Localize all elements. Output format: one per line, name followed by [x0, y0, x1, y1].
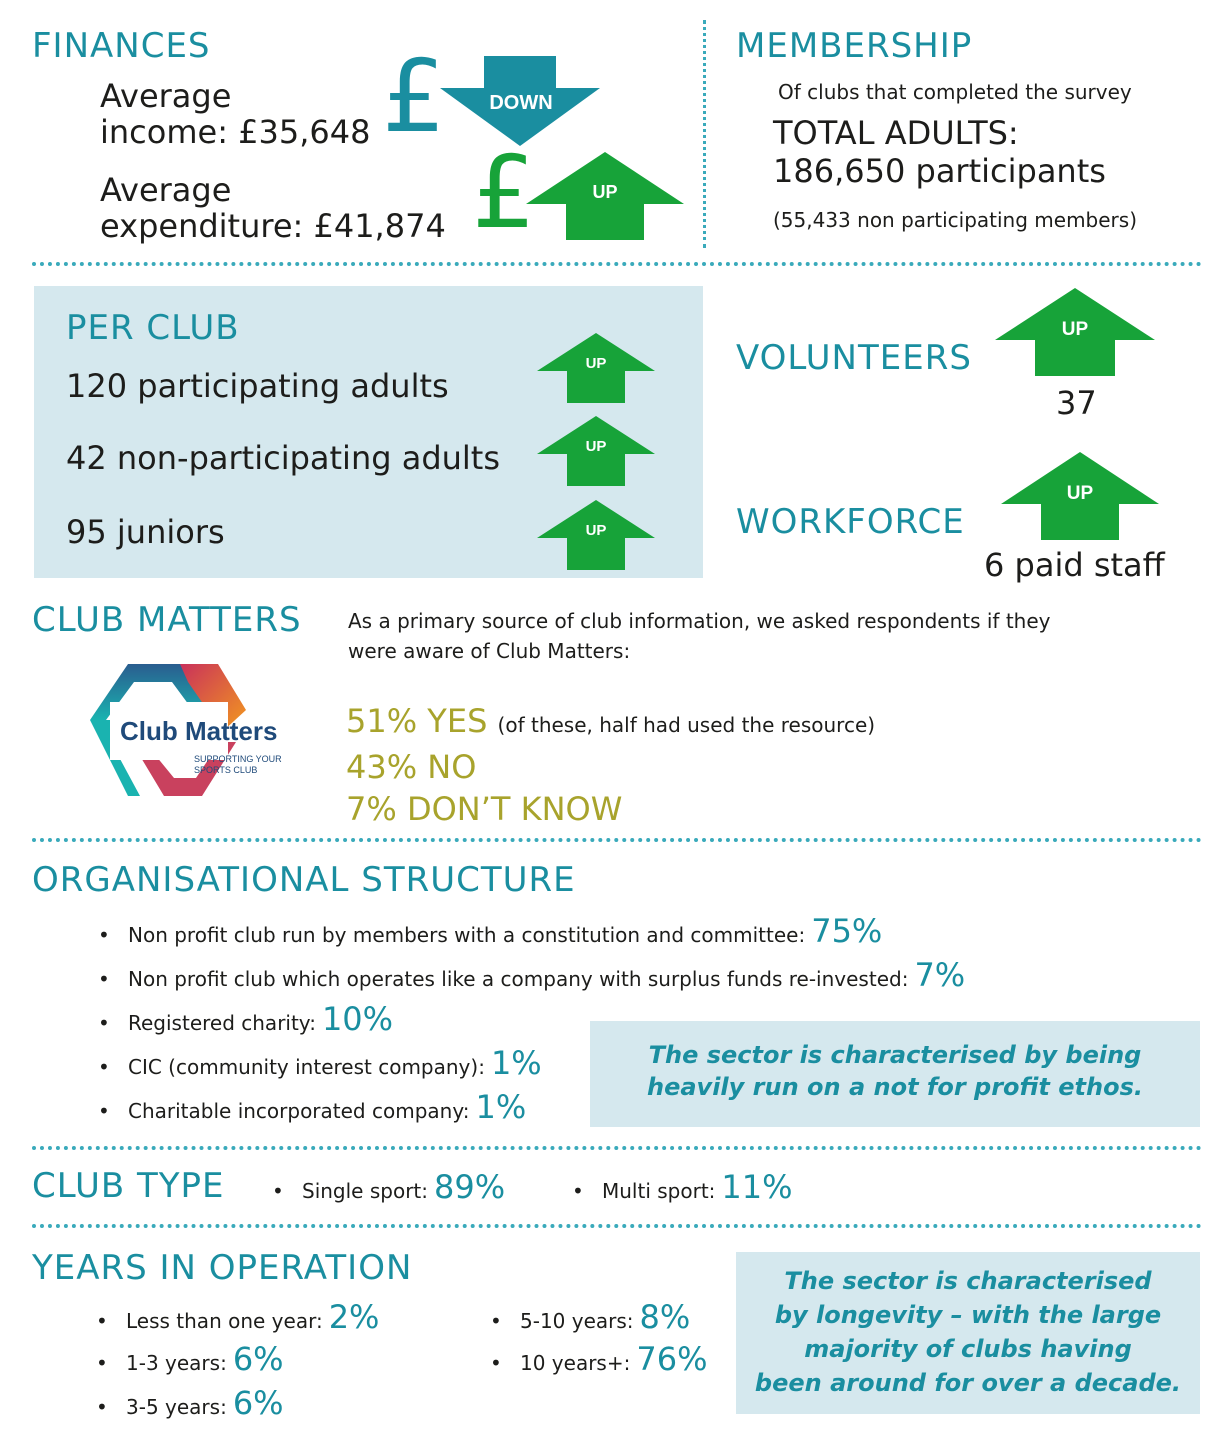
income-line-1: Average	[100, 77, 232, 115]
workforce-up-arrow	[1001, 452, 1159, 540]
club-type-item-2	[572, 1168, 793, 1206]
volunteers-trend: UP	[1061, 319, 1089, 340]
volunteers-up-arrow	[995, 288, 1155, 376]
result-yes	[346, 700, 875, 746]
membership-note: (55,433 non participating members)	[773, 208, 1138, 232]
org-item-3-label: Registered charity:	[128, 1011, 316, 1035]
years-quote-line-2: by longevity – with the large	[774, 1301, 1162, 1329]
logo-word-club: Club	[120, 716, 178, 746]
per-club-up-arrow-1	[537, 333, 655, 403]
org-item-4	[98, 1044, 542, 1082]
years-item-2-value: 6%	[232, 1340, 284, 1378]
years-item-2	[96, 1340, 284, 1378]
bullet-icon: •	[98, 923, 110, 947]
bullet-icon: •	[98, 1099, 110, 1123]
bullet-icon: •	[490, 1351, 502, 1375]
years-item-4-value: 8%	[639, 1298, 691, 1336]
finances-heading: FINANCES	[32, 26, 211, 66]
org-quote-line-2: heavily run on a not for profit ethos.	[647, 1073, 1143, 1101]
years-item-5	[490, 1340, 707, 1378]
down-label: DOWN	[489, 92, 553, 114]
per-club-item-1: 120 participating adults	[66, 367, 449, 405]
logo-word-matters: Matters	[185, 716, 278, 746]
years-quote-panel	[736, 1252, 1200, 1414]
club-type-item-2-value: 11%	[721, 1168, 793, 1206]
pound-icon: £	[382, 38, 446, 155]
pound-up-icon: £	[472, 134, 536, 251]
expenditure-line-2: expenditure: £41,874	[100, 207, 446, 245]
bullet-icon: •	[272, 1179, 284, 1203]
expenditure-label	[100, 172, 446, 244]
total-adults-label: TOTAL ADULTS:	[773, 114, 1019, 152]
org-item-5-label: Charitable incorporated company:	[128, 1099, 470, 1123]
org-item-4-label: CIC (community interest company):	[128, 1055, 485, 1079]
years-quote-line-1: The sector is characterised	[784, 1267, 1152, 1295]
logo-wordmark	[120, 716, 277, 747]
divider-3	[32, 1146, 1202, 1150]
club-matters-heading: CLUB MATTERS	[32, 600, 302, 640]
workforce-trend: UP	[1066, 483, 1094, 504]
bullet-icon: •	[96, 1309, 108, 1333]
result-yes-value: 51% YES	[346, 702, 488, 740]
per-club-item-3: 95 juniors	[66, 513, 225, 551]
club-matters-results	[346, 700, 875, 830]
club-matters-logo	[88, 660, 318, 802]
org-item-5-value: 1%	[475, 1088, 527, 1126]
logo-tag-1: SUPPORTING YOUR	[194, 754, 282, 764]
org-quote-panel	[590, 1021, 1200, 1127]
per-club-trend-2: UP	[585, 438, 607, 455]
org-item-3-value: 10%	[321, 1000, 394, 1038]
org-item-2	[98, 956, 965, 994]
org-item-2-label: Non profit club which operates like a company with surplus funds re-invested:	[128, 967, 909, 991]
per-club-trend-3: UP	[585, 522, 607, 539]
workforce-value: 6 paid staff	[984, 546, 1165, 584]
club-type-heading: CLUB TYPE	[32, 1166, 225, 1206]
years-item-1	[96, 1298, 379, 1336]
years-heading: YEARS IN OPERATION	[32, 1248, 413, 1288]
years-item-1-label: Less than one year:	[126, 1309, 323, 1333]
club-matters-question	[348, 606, 1050, 666]
years-item-3-value: 6%	[232, 1384, 284, 1422]
club-type-item-1	[272, 1168, 505, 1206]
org-quote	[590, 1021, 1200, 1103]
per-club-up-arrow-2	[537, 416, 655, 486]
vertical-divider	[703, 20, 706, 248]
years-item-5-label: 10 years+:	[520, 1351, 631, 1375]
years-item-3	[96, 1384, 284, 1422]
bullet-icon: •	[96, 1395, 108, 1419]
logo-tagline	[194, 754, 282, 776]
divider-2	[32, 838, 1202, 842]
org-item-2-value: 7%	[914, 956, 966, 994]
club-type-item-1-value: 89%	[434, 1168, 506, 1206]
bullet-icon: •	[98, 1055, 110, 1079]
membership-intro: Of clubs that completed the survey	[778, 80, 1132, 104]
per-club-up-arrow-3	[537, 500, 655, 570]
volunteers-heading: VOLUNTEERS	[736, 338, 972, 378]
per-club-trend-1: UP	[585, 355, 607, 372]
bullet-icon: •	[490, 1309, 502, 1333]
org-item-1	[98, 912, 882, 950]
workforce-heading: WORKFORCE	[736, 502, 965, 542]
expenditure-line-1: Average	[100, 171, 232, 209]
years-quote-line-3: majority of clubs having	[804, 1335, 1132, 1363]
years-item-4	[490, 1298, 690, 1336]
bullet-icon: •	[98, 967, 110, 991]
years-item-2-label: 1-3 years:	[126, 1351, 227, 1375]
income-line-2: income: £35,648	[100, 113, 371, 151]
bullet-icon: •	[96, 1351, 108, 1375]
membership-heading: MEMBERSHIP	[736, 26, 973, 66]
membership-total	[773, 114, 1106, 190]
bullet-icon: •	[98, 1011, 110, 1035]
years-item-5-value: 76%	[636, 1340, 708, 1378]
club-type-item-2-label: Multi sport:	[602, 1179, 716, 1203]
years-quote-line-4: been around for over a decade.	[754, 1369, 1182, 1397]
years-quote	[736, 1252, 1200, 1400]
total-adults-value: 186,650 participants	[773, 152, 1106, 190]
result-yes-note: (of these, half had used the resource)	[497, 713, 876, 737]
income-label	[100, 78, 370, 150]
logo-tag-2: SPORTS CLUB	[194, 765, 258, 775]
divider-1	[32, 262, 1202, 266]
org-item-4-value: 1%	[490, 1044, 542, 1082]
years-item-4-label: 5-10 years:	[520, 1309, 634, 1333]
club-type-item-1-label: Single sport:	[302, 1179, 428, 1203]
result-no: 43% NO	[346, 748, 477, 786]
org-item-1-label: Non profit club run by members with a constitution and committee:	[128, 923, 806, 947]
divider-4	[32, 1224, 1202, 1228]
org-quote-line-1: The sector is characterised by being	[648, 1041, 1142, 1069]
org-item-1-value: 75%	[811, 912, 883, 950]
question-line-2: were aware of Club Matters:	[348, 639, 631, 663]
volunteers-value: 37	[1056, 384, 1097, 422]
years-item-1-value: 2%	[328, 1298, 380, 1336]
per-club-item-2: 42 non-participating adults	[66, 439, 501, 477]
years-item-3-label: 3-5 years:	[126, 1395, 227, 1419]
per-club-heading: PER CLUB	[66, 308, 240, 348]
bullet-icon: •	[572, 1179, 584, 1203]
org-item-5	[98, 1088, 526, 1126]
org-item-3	[98, 1000, 393, 1038]
down-arrow-icon	[440, 56, 600, 146]
up-arrow-icon	[526, 152, 684, 240]
question-line-1: As a primary source of club information, we asked respondents if they	[348, 609, 1051, 633]
org-structure-heading: ORGANISATIONAL STRUCTURE	[32, 860, 576, 900]
up-label: UP	[592, 182, 618, 202]
result-dont-know: 7% DON’T KNOW	[346, 790, 623, 828]
